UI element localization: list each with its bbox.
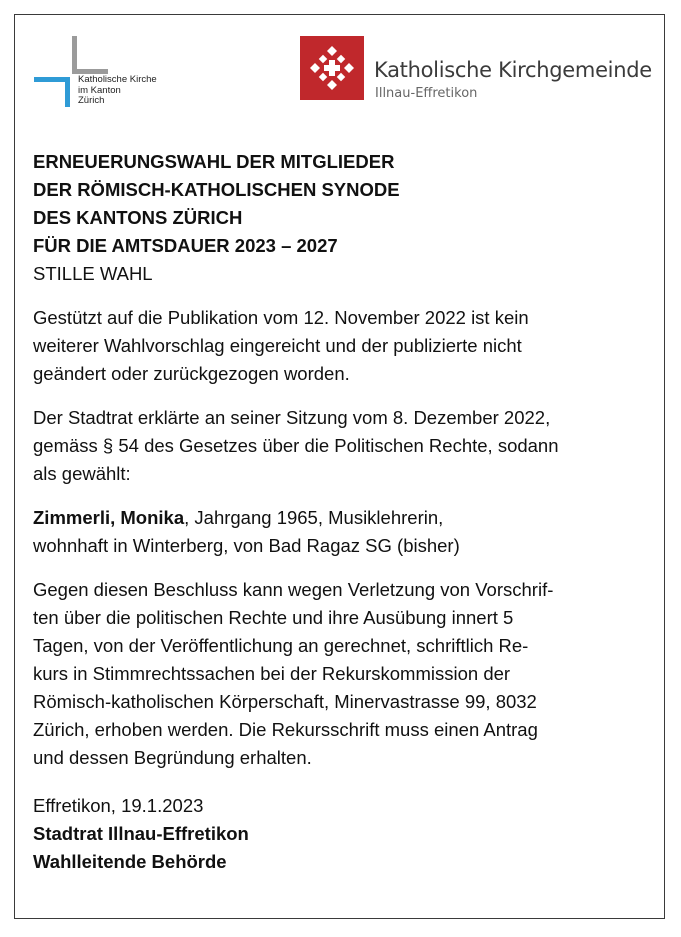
heading-line: DES KANTONS ZÜRICH	[33, 207, 243, 228]
paragraph-publication	[33, 304, 653, 388]
paragraph-line: weiterer Wahlvorschlag eingereicht und der publizierte nicht	[33, 335, 522, 356]
paragraph-line: geändert oder zurückgezogen worden.	[33, 363, 350, 384]
notice-heading	[33, 148, 653, 260]
paragraph-line: Der Stadtrat erklärte an seiner Sitzung vom 8. Dezember 2022,	[33, 407, 551, 428]
elected-residence: wohnhaft in Winterberg, von Bad Ragaz SG (bisher)	[33, 535, 460, 556]
elected-name: Zimmerli, Monika	[33, 507, 185, 528]
elected-details: , Jahrgang 1965, Musiklehrerin,	[184, 507, 444, 528]
signing-authority: Stadtrat Illnau-Effretikon	[33, 823, 249, 844]
elected-person	[33, 504, 653, 560]
paragraph-line: Römisch-katholischen Körperschaft, Minervastrasse 99, 8032	[33, 691, 537, 712]
paragraph-line: Gegen diesen Beschluss kann wegen Verletzung von Vorschrif-	[33, 579, 554, 600]
paragraph-line: Zürich, erhoben werden. Die Rekursschrift muss einen Antrag	[33, 719, 538, 740]
paragraph-line: Gestützt auf die Publikation vom 12. November 2022 ist kein	[33, 307, 529, 328]
paragraph-line: gemäss § 54 des Gesetzes über die Politischen Rechte, sodann	[33, 435, 559, 456]
heading-line: FÜR DIE AMTSDAUER 2023 – 2027	[33, 235, 338, 256]
left-logo-line: Zürich	[78, 95, 105, 106]
paragraph-line: und dessen Begründung erhalten.	[33, 747, 312, 768]
parish-name: Katholische Kirchgemeinde	[374, 58, 652, 82]
left-logo-text	[78, 75, 157, 107]
place-date: Effretikon, 19.1.2023	[33, 795, 204, 816]
left-logo-line: im Kanton	[78, 84, 121, 96]
notice-subheading: STILLE WAHL	[33, 263, 153, 284]
paragraph-line: als gewählt:	[33, 463, 131, 484]
paragraph-line: Tagen, von der Veröffentlichung an gerechnet, schriftlich Re-	[33, 635, 529, 656]
red-cross-emblem-icon	[300, 36, 364, 100]
paragraph-appeal	[33, 576, 653, 772]
parish-subtitle: Illnau-Effretikon	[375, 86, 478, 101]
notice-content	[33, 148, 653, 892]
signing-role: Wahlleitende Behörde	[33, 851, 227, 872]
left-logo-line: Katholische Kirche	[78, 74, 157, 85]
heading-line: ERNEUERUNGSWAHL DER MITGLIEDER	[33, 151, 395, 172]
signature-block	[33, 792, 653, 876]
paragraph-line: ten über die politischen Rechte und ihre Ausübung innert 5	[33, 607, 514, 628]
paragraph-line: kurs in Stimmrechtssachen bei der Rekurskommission der	[33, 663, 511, 684]
paragraph-declaration	[33, 404, 653, 488]
heading-line: DER RÖMISCH-KATHOLISCHEN SYNODE	[33, 179, 400, 200]
